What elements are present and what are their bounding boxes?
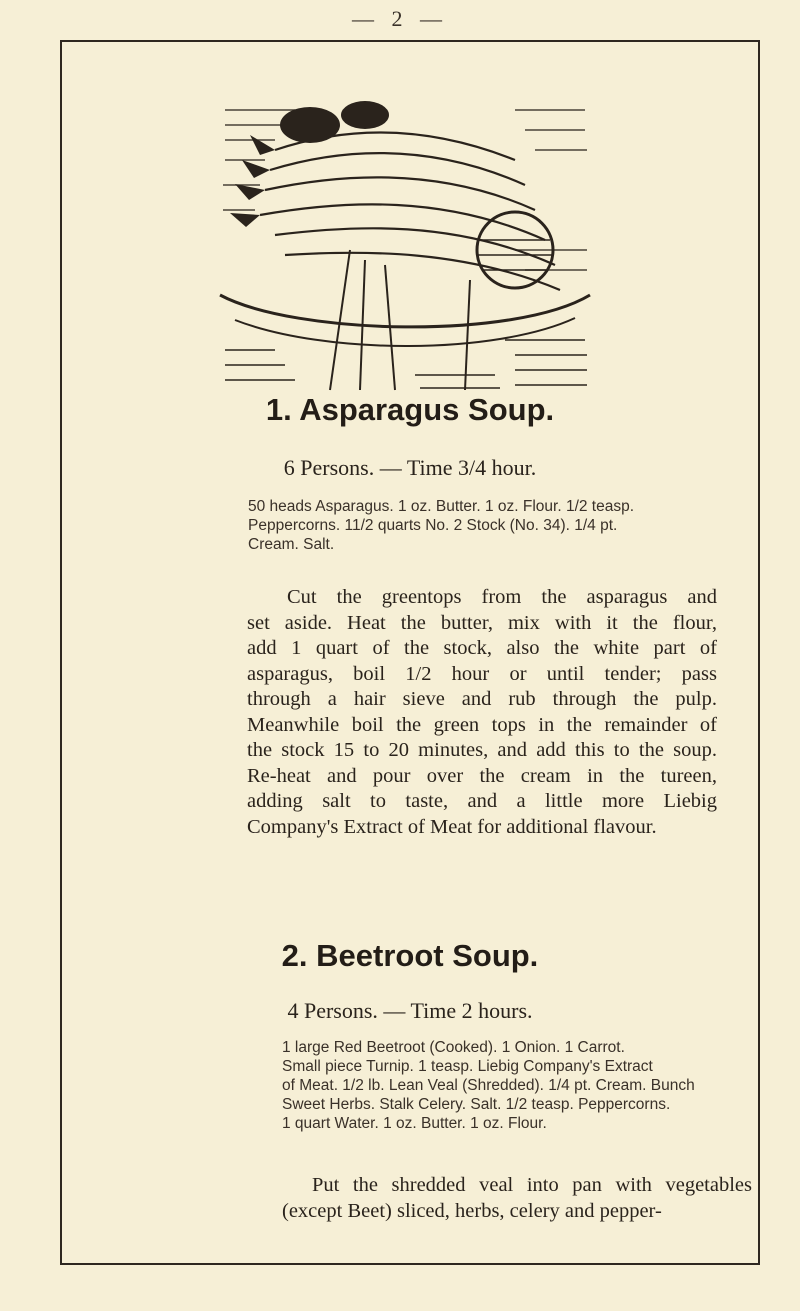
method-line: (except Beet) sliced, herbs, celery and pepper- [282, 1199, 662, 1222]
ingredients-line: Peppercorns. 11/2 quarts No. 2 Stock (No. 34). 1/4 pt. [248, 517, 618, 534]
method-line: set aside. Heat the butter, mix with it the flour, [247, 611, 717, 634]
ingredients-line: 50 heads Asparagus. 1 oz. Butter. 1 oz. Flour. 1/2 teasp. [248, 498, 635, 515]
method-line: through a hair sieve and rub through the pulp. [247, 688, 717, 710]
method-line: Cut the greentops from the asparagus and [287, 586, 717, 608]
method-line: Put the shredded veal into pan with vegetables [312, 1174, 752, 1196]
method-line: Meanwhile boil the green tops in the remainder of [247, 713, 717, 736]
recipe-title: 2. Beetroot Soup. [281, 938, 539, 973]
asparagus-illustration [215, 90, 595, 395]
page-number: — 2 — [352, 6, 448, 31]
method-line: adding salt to taste, and a little more Liebig [247, 790, 717, 812]
ingredients-line: 1 quart Water. 1 oz. Butter. 1 oz. Flour. [282, 1115, 547, 1132]
ingredients-line: Cream. Salt. [248, 536, 335, 553]
ingredients-list [248, 497, 708, 554]
recipe-servings: 6 Persons. — Time 3/4 hour. [283, 455, 537, 480]
ingredients-line: of Meat. 1/2 lb. Lean Veal (Shredded). 1/4 pt. Cream. Bunch [282, 1077, 695, 1094]
method-line: Company's Extract of Meat for additional flavour. [247, 815, 657, 838]
ingredients-line: 1 large Red Beetroot (Cooked). 1 Onion. 1 Carrot. [282, 1039, 625, 1056]
ingredients-line: Sweet Herbs. Stalk Celery. Salt. 1/2 teasp. Peppercorns. [282, 1096, 671, 1113]
method-line: the stock 15 to 20 minutes, and add this to the soup. [247, 739, 717, 761]
ingredients-line: Small piece Turnip. 1 teasp. Liebig Company's Extract [282, 1058, 653, 1075]
method-line: asparagus, boil 1/2 hour or until tender; pass [247, 662, 717, 685]
method-line: Re-heat and pour over the cream in the tureen, [247, 764, 717, 787]
recipe-servings: 4 Persons. — Time 2 hours. [287, 998, 533, 1023]
method-line: add 1 quart of the stock, also the white part of [247, 637, 717, 659]
recipe-title: 1. Asparagus Soup. [265, 392, 555, 427]
method-text [247, 585, 717, 840]
ingredients-list [282, 1038, 742, 1133]
method-text [282, 1173, 752, 1224]
